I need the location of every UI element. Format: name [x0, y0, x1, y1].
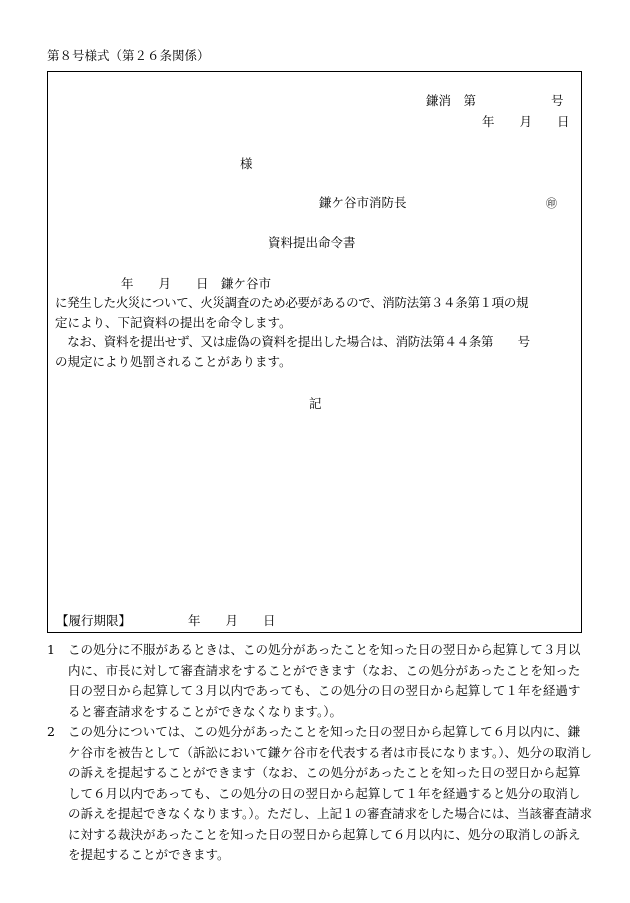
form-box: [47, 71, 582, 633]
body-line-2: 定により、下記資料の提出を命令します。: [55, 315, 292, 330]
document-number: 鎌消 第 号: [426, 93, 564, 108]
document-date: 年 月 日: [482, 114, 570, 129]
note-text: この処分に不服があるときは、この処分があったことを知った日の翌日から起算して３月以内に、市長に対して審査請求をすることができます（なお、この処分があったことを知った日の翌日から起算して３月以内であっても、この処分の日の翌日から起算して１年を経過すると審査請求をすることができなくなります。）。: [68, 642, 581, 719]
note-text: この処分については、この処分があったことを知った日の翌日から起算して６月以内に、鎌ケ谷市を被告として（訴訟において鎌ケ谷市を代表する者は市長になります。）、処分の取消しの訴えを提起することができます（なお、この処分があったことを知った日の翌日から起算して６月以内であっても、この処分の日の翌日から起算して１年を経過すると処分の取消しの訴えを提起できなくなります。）。ただし、上記１の審査請求をした場合には、当該審査請求に対する裁決があったことを知った日の翌日から起算して６月以内に、処分の取消しの訴えを提起することができます。: [68, 724, 593, 862]
body-line-4: の規定により処罰されることがあります。: [55, 354, 292, 369]
note-item: [47, 640, 592, 722]
seal-mark: ㊞: [546, 197, 557, 210]
note-number: 1: [47, 642, 55, 657]
note-item: [47, 722, 592, 866]
deadline-date: 年 月 日: [188, 613, 276, 628]
note-number: 2: [47, 724, 55, 739]
fire-date-city: 年 月 日 鎌ケ谷市: [121, 276, 272, 291]
sender-name: 鎌ケ谷市消防長: [319, 195, 407, 210]
form-label: 第８号様式（第２６条関係）: [47, 48, 210, 63]
body-line-1: に発生した火災について、火災調査のため必要があるので、消防法第３４条第１項の規: [55, 295, 529, 310]
document-title: 資料提出命令書: [268, 235, 356, 250]
ki-marker: 記: [309, 396, 322, 411]
deadline-label: 【履行期限】: [56, 613, 132, 628]
notes: [47, 640, 592, 866]
body-line-3: なお、資料を提出せず、又は虚偽の資料を提出した場合は、消防法第４４条第 号: [55, 334, 530, 349]
addressee-suffix: 様: [240, 156, 253, 171]
